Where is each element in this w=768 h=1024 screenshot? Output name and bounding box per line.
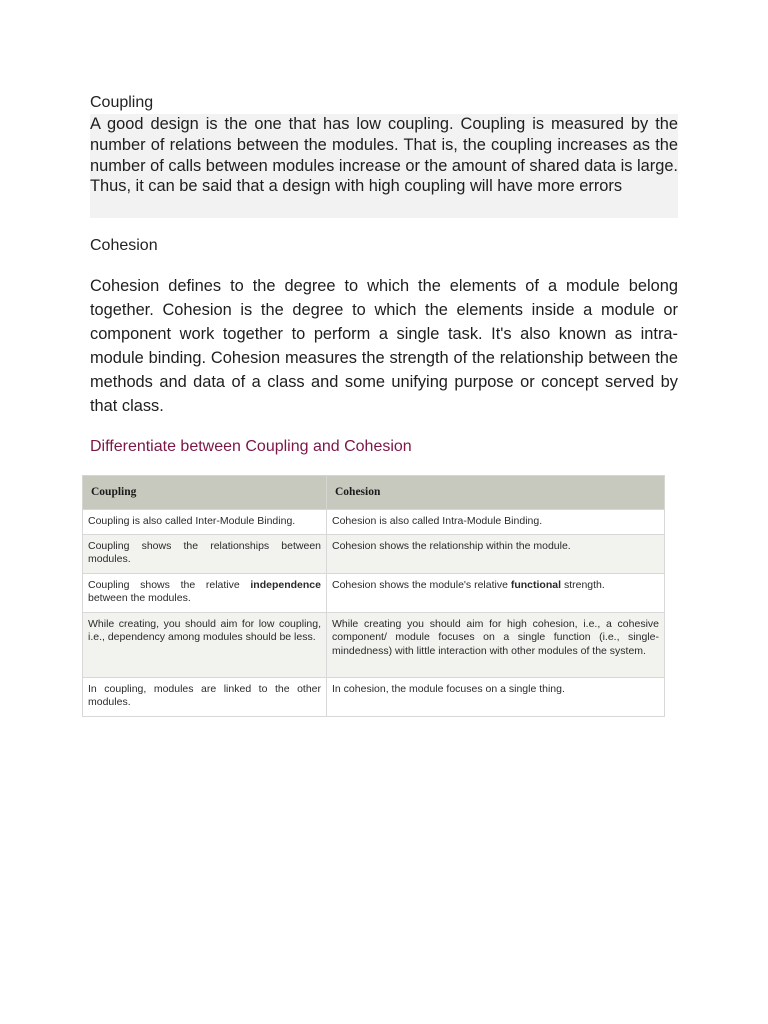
cohesion-cell bbox=[327, 574, 665, 613]
coupling-cell bbox=[83, 574, 327, 613]
table-header-row bbox=[83, 476, 665, 510]
column-header-cohesion: Cohesion bbox=[327, 476, 665, 510]
table-row bbox=[83, 510, 665, 535]
coupling-cell: In coupling, modules are linked to the other modules. bbox=[83, 678, 327, 717]
coupling-cell: Coupling is also called Inter-Module Binding. bbox=[83, 510, 327, 535]
cohesion-cell: Cohesion shows the relationship within the module. bbox=[327, 535, 665, 574]
table-row bbox=[83, 535, 665, 574]
coupling-cell: While creating, you should aim for low coupling, i.e., dependency among modules should be less. bbox=[83, 613, 327, 678]
coupling-cell-bold: independence bbox=[250, 579, 321, 591]
coupling-cell-text-end: between the modules. bbox=[88, 592, 191, 605]
cohesion-cell: Cohesion is also called Intra-Module Binding. bbox=[327, 510, 665, 535]
column-header-coupling: Coupling bbox=[83, 476, 327, 510]
coupling-heading: Coupling bbox=[90, 94, 154, 111]
table-row bbox=[83, 678, 665, 717]
cohesion-heading: Cohesion bbox=[90, 237, 158, 254]
cohesion-cell-bold: functional bbox=[510, 579, 562, 591]
cohesion-cell-text: Cohesion shows the module's relative bbox=[332, 579, 511, 591]
coupling-cell: Coupling shows the relationships between modules. bbox=[83, 535, 327, 574]
table-row bbox=[83, 574, 665, 613]
cohesion-cell: In cohesion, the module focuses on a single thing. bbox=[327, 678, 665, 717]
differentiate-heading: Differentiate between Coupling and Cohesion bbox=[90, 438, 412, 455]
cohesion-paragraph: Cohesion defines to the degree to which the elements of a module belong together. Cohesion is the degree to which the elements inside a module or component work together to perform a single task. It's also known as intra-module binding. Cohesion measures the strength of the relationship between the methods and data of a class and some unifying purpose or concept served by that class. bbox=[90, 277, 678, 415]
comparison-table bbox=[82, 475, 665, 717]
coupling-paragraph: A good design is the one that has low coupling. Coupling is measured by the number of relations between the modules. That is, the coupling increases as the number of calls between modules increase or the amount of shared data is large. Thus, it can be said that a design with high coupling will have more errors bbox=[90, 114, 678, 218]
cohesion-cell: While creating you should aim for high cohesion, i.e., a cohesive component/ module focuses on a single function (i.e., single-mindedness) with little interaction with other modules of the system. bbox=[327, 613, 665, 678]
coupling-cell-text: Coupling shows the relative bbox=[88, 579, 251, 591]
cohesion-cell-text-end: strength. bbox=[561, 579, 605, 591]
table-row bbox=[83, 613, 665, 678]
